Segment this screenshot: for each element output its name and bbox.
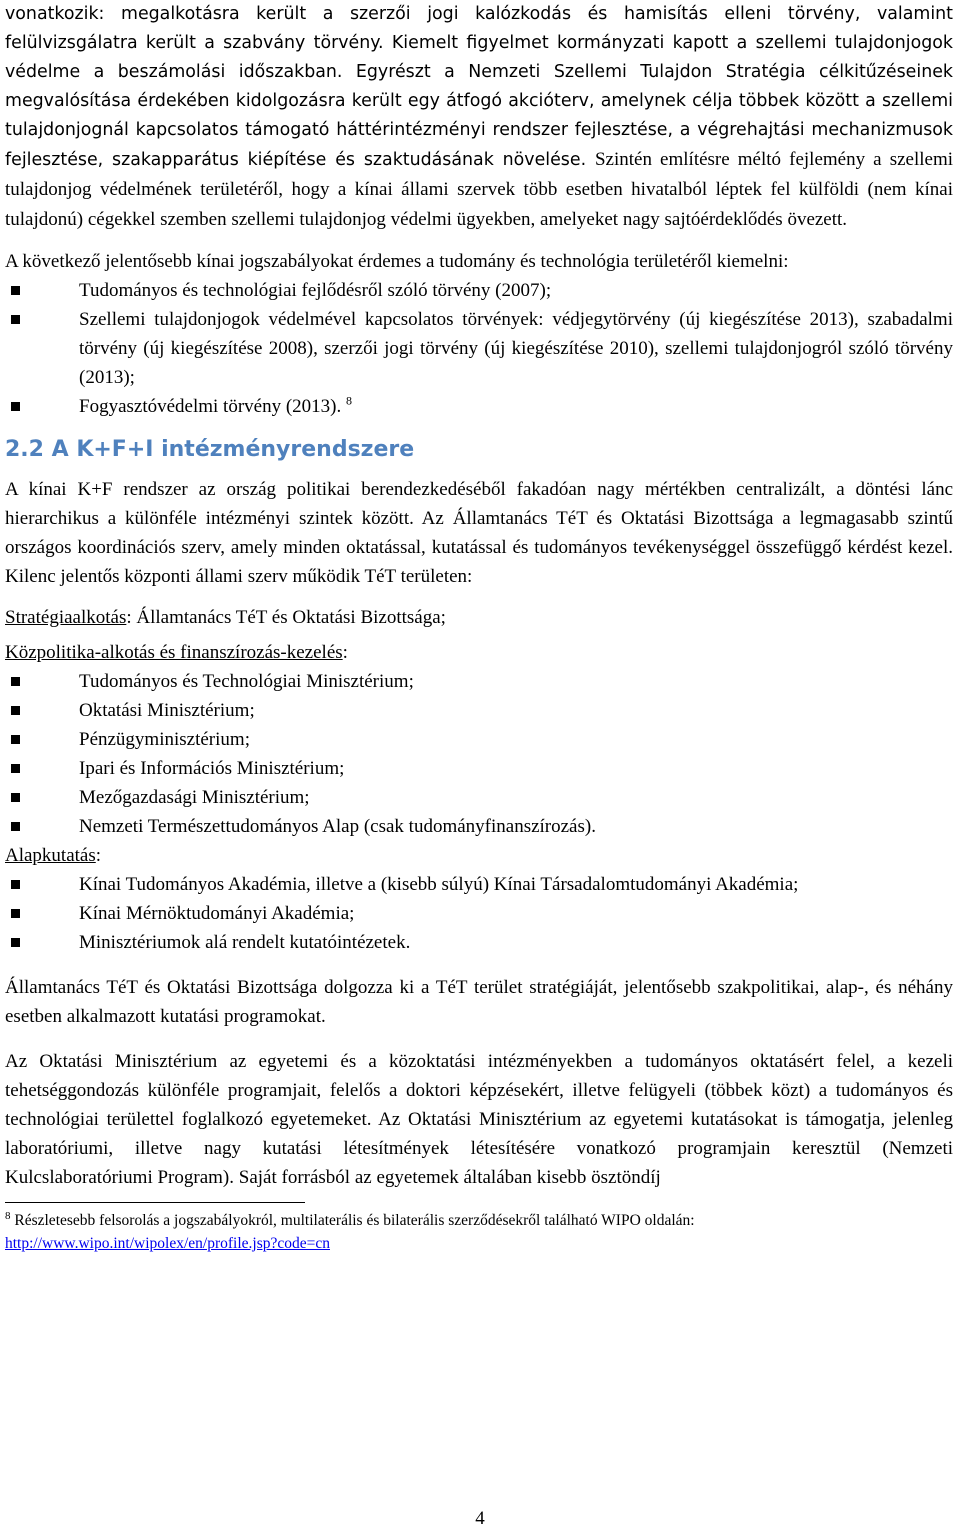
square-bullet-icon [11, 938, 20, 947]
list-item: Kínai Tudományos Akadémia, illetve a (kisebb súlyú) Kínai Társadalomtudományi Akadémia; [5, 870, 953, 899]
list-item: Nemzeti Természettudományos Alap (csak tudományfinanszírozás). [5, 812, 953, 841]
basic-heading: Alapkutatás: [5, 845, 102, 866]
laws-intro: A következő jelentősebb kínai jogszabályokat érdemes a tudomány és technológia területéről kiemelni: [5, 251, 789, 272]
square-bullet-icon [11, 706, 20, 715]
footnote-divider [5, 1202, 305, 1203]
list-item: Ipari és Információs Minisztérium; [5, 754, 953, 783]
square-bullet-icon [11, 909, 20, 918]
square-bullet-icon [11, 822, 20, 831]
footnote-text: Részletesebb felsorolás a jogszabályokról, multilaterális és bilaterális szerződésekről található WIPO oldalán: [14, 1212, 695, 1229]
list-item: Mezőgazdasági Minisztérium; [5, 783, 953, 812]
footnote [5, 1209, 953, 1255]
list-item: Pénzügyminisztérium; [5, 725, 953, 754]
footnote-link[interactable]: http://www.wipo.int/wipolex/en/profile.jsp?code=cn [5, 1235, 330, 1252]
basic-label: Alapkutatás [5, 845, 96, 866]
square-bullet-icon [11, 286, 20, 295]
square-bullet-icon [11, 315, 20, 324]
strategy-text: : Államtanács TéT és Oktatási Bizottsága; [126, 607, 446, 628]
laws-list [5, 276, 953, 421]
square-bullet-icon [11, 793, 20, 802]
strategy-line [5, 603, 953, 632]
square-bullet-icon [11, 677, 20, 686]
list-item: Kínai Mérnöktudományi Akadémia; [5, 899, 953, 928]
paragraph-ip-laws-text2: Szintén említésre méltó fejlemény a szellemi tulajdonjog védelmének területéről, hogy a kínai állami szervek több esetben hivatalból léptek fel külföldi (nem kínai tulajdonú) cégekkel szemben szellemi tulajdonjog védelmi ügyekben, amelyeket nagy sajtóérdeklődés övezett. [5, 149, 954, 230]
paragraph-ip-laws [5, 0, 953, 235]
page-number: 4 [475, 1508, 485, 1529]
footnote-ref[interactable]: 8 [346, 393, 353, 408]
policy-label: Közpolitika-alkotás és finanszírozás-kezelés [5, 642, 343, 663]
list-item: Minisztériumok alá rendelt kutatóintézetek. [5, 928, 953, 957]
list-item: Fogyasztóvédelmi törvény (2013). $^8$ [5, 392, 953, 421]
square-bullet-icon [11, 880, 20, 889]
section-heading: 2.2 A K+F+I intézményrendszere [5, 437, 415, 462]
list-item: Szellemi tulajdonjogok védelmével kapcsolatos törvények: védjegytörvény (új kiegészítése 2013), szabadalmi törvény (új kiegészítése 2008), szerzői jogi törvény (új kiegészítése 2010), szellemi tulajdonjogról szóló törvény (2013); [5, 305, 953, 392]
paragraph-education-ministry: Az Oktatási Minisztérium az egyetemi és a közoktatási intézményekben a tudományos oktatásért felel, a kezeli tehetséggondozás különféle programjait, felelős a doktori képzésekért, illetve felügyeli (többek közt) a tudományos és technológiai területtel foglalkozó egyetemeket. Az Oktatási Minisztérium az egyetemi kutatásokat is támogatja, jelenleg laboratóriumi, illetve nagy kutatási létesítmények létesítésére vonatkozó programjain keresztül (Nemzeti Kulcslaboratóriumi Program). Saját forrásból az egyetemek általában kisebb ösztöndíj [5, 1051, 953, 1188]
paragraph-state-council: Államtanács TéT és Oktatási Bizottsága dolgozza ki a TéT terület stratégiáját, jelentősebb szakpolitikai, alap-, és néhány esetben alkalmazott kutatási programokat. [5, 977, 953, 1027]
square-bullet-icon [11, 735, 20, 744]
policy-heading: Közpolitika-alkotás és finanszírozás-kezelés: [5, 642, 348, 663]
square-bullet-icon [11, 402, 20, 411]
policy-list [5, 667, 953, 841]
section-intro: A kínai K+F rendszer az ország politikai berendezkedéséből fakadóan nagy mértékben centralizált, a döntési lánc hierarchikus a különféle intézményi szintek között. Az Államtanács TéT és Oktatási Bizottsága a legmagasabb szintű országos koordinációs szerv, amely minden oktatással, kutatással és tudományos tevékenységgel összefüggő kérdést kezel. Kilenc jelentős központi állami szerv működik TéT területen: [5, 479, 953, 587]
basic-list [5, 870, 953, 957]
list-item: Tudományos és technológiai fejlődésről szóló törvény (2007); [5, 276, 953, 305]
document-page [5, 0, 953, 1255]
square-bullet-icon [11, 764, 20, 773]
strategy-label: Stratégiaalkotás [5, 607, 127, 628]
footnote-number: 8 [5, 1209, 11, 1222]
list-item: Tudományos és Technológiai Minisztérium; [5, 667, 953, 696]
list-item: Oktatási Minisztérium; [5, 696, 953, 725]
paragraph-ip-laws-text: vonatkozik: megalkotásra került a szerzői jogi kalózkodás és hamisítás elleni törvény, valamint felülvizsgálatra került a szabvány törvény. Kiemelt figyelmet kormányzati kapott a szellemi tulajdonjogok védelme a beszámolási időszakban. Egyrészt a Nemzeti Szellemi Tulajdon Stratégia célkitűzéseinek megvalósítása érdekében kidolgozásra került egy átfogó akcióterv, amelynek célja többek között a szellemi tulajdonjognál kapcsolatos támogató háttérintézményi rendszer fejlesztése, a végrehajtási mechanizmusok fejlesztése, szakapparátus kiépítése és szaktudásának növelése. [5, 4, 953, 170]
